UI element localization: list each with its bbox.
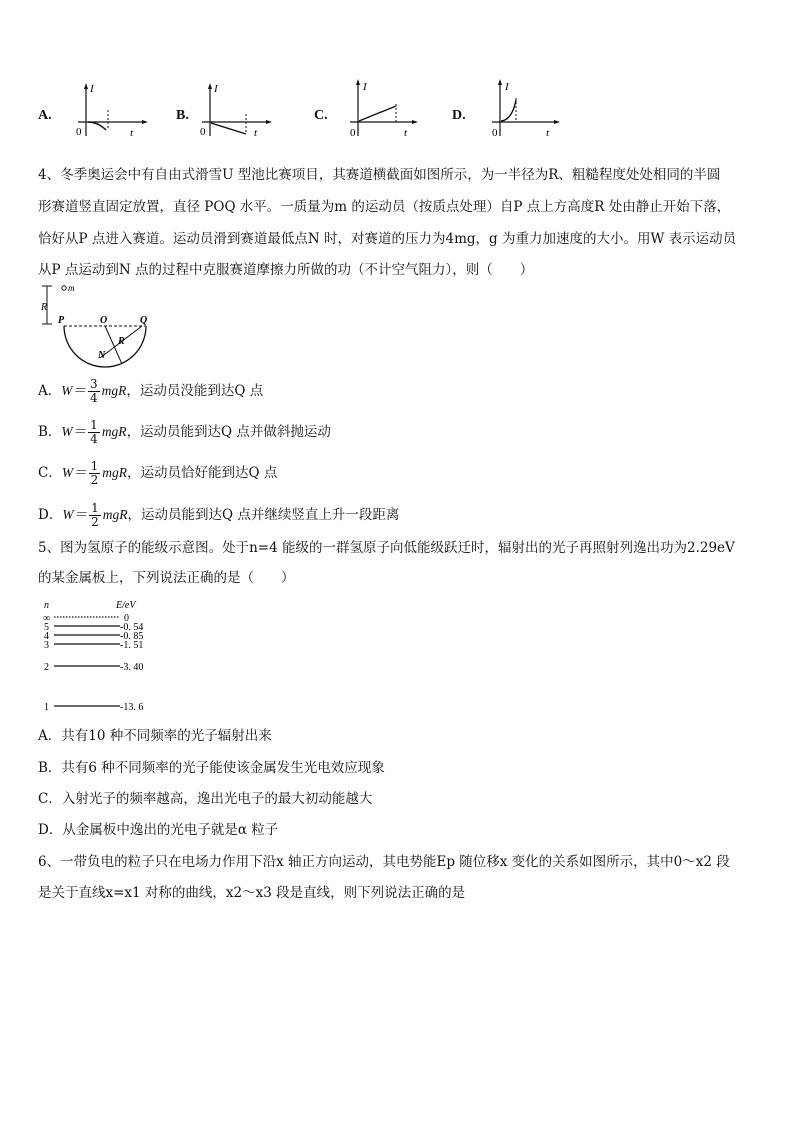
q4-option-b-mgr: mgR — [101, 424, 127, 439]
q4-option-a-w: W＝ — [61, 383, 86, 398]
q4-option-c-text: ，运动员恰好能到达Q 点 — [126, 465, 278, 481]
q4-option-d-fraction: $\frac{1}{2}$ — [91, 501, 99, 529]
q4-fig-label-n: N — [98, 350, 106, 361]
q5-level-e-1: -13. 6 — [120, 702, 144, 713]
q5-diagram-e-label: E/eV — [116, 600, 136, 611]
q4-option-c-w: W＝ — [61, 465, 87, 480]
q5-level-n-inf: ∞ — [43, 613, 51, 624]
q4-option-a[interactable] — [38, 378, 263, 405]
q4-option-b-letter: B． — [38, 424, 62, 440]
graph-a-axis-i: I — [90, 83, 94, 95]
q4-option-d-letter: D． — [38, 507, 63, 523]
graph-option-b — [198, 80, 278, 142]
q5-level-e-5: -0. 54 — [120, 622, 144, 633]
q4-line-2: 形赛道竖直固定放置，直径 POQ 水平。一质量为m 的运动员（按质点处理）自P 点上方高度R 处由静止开始下落， — [38, 199, 731, 215]
q4-option-c-mgr: mgR — [102, 465, 127, 480]
q4-option-a-mgr: mgR — [101, 383, 127, 398]
q4-option-b-fraction: $\frac{1}{4}$ — [90, 418, 98, 446]
graph-c-axis-t: t — [404, 127, 408, 139]
graph-option-c-letter: C. — [314, 108, 328, 123]
graph-option-d — [486, 76, 566, 142]
q6-line-2: 是关于直线x=x1 对称的曲线，x2～x3 段是直线，则下列说法正确的是 — [38, 885, 466, 901]
q4-fig-label-r-height: R — [41, 302, 48, 313]
q5-level-n-4: 4 — [44, 631, 49, 642]
q5-option-d-text: 从金属板中逸出的光电子就是α 粒子 — [62, 822, 279, 838]
graph-c-origin: 0 — [350, 127, 356, 139]
q4-fig-label-o: O — [100, 315, 108, 326]
q5-option-c-text: 入射光子的频率越高，逸出光电子的最大初动能越大 — [61, 791, 373, 807]
graph-d-origin: 0 — [492, 127, 498, 139]
q5-option-a[interactable] — [38, 726, 272, 746]
q5-option-b-letter: B． — [38, 760, 62, 776]
q4-fig-label-p: P — [58, 315, 65, 326]
q4-line-3: 恰好从P 点进入赛道。运动员滑到赛道最低点N 时，对赛道的压力为4mg，g 为重力加速度的大小。用W 表示运动员 — [38, 231, 737, 247]
graph-d-axis-i: I — [505, 81, 509, 93]
graph-option-c — [344, 76, 424, 142]
q4-option-c-letter: C． — [38, 465, 62, 481]
q5-diagram-n-label: n — [44, 600, 49, 611]
q4-option-a-letter: A． — [38, 383, 62, 399]
q4-line-4: 从P 点运动到N 点的过程中克服赛道摩擦力所做的功（不计空气阻力），则（ ） — [38, 262, 534, 278]
q4-option-c[interactable] — [38, 460, 277, 487]
q5-option-b[interactable] — [38, 758, 385, 778]
q4-option-c-fraction: $\frac{1}{2}$ — [90, 459, 99, 487]
q5-level-n-5: 5 — [44, 622, 49, 633]
q5-level-e-inf: 0 — [124, 613, 129, 624]
q5-line-1: 5、图为氢原子的能级示意图。处于n=4 能级的一群氢原子向低能级跃迁时，辐射出的光子再照射列逸出功为2.29eV — [38, 540, 735, 556]
graph-option-b-letter: B. — [176, 108, 189, 123]
graph-d-axis-t: t — [546, 127, 550, 139]
q4-option-d-w: W＝ — [62, 507, 88, 522]
graph-b-axis-i: I — [214, 83, 218, 95]
graph-a-origin: 0 — [76, 126, 82, 138]
q5-energy-level-diagram — [40, 598, 180, 716]
graph-options-row — [0, 70, 794, 150]
q5-level-n-1: 1 — [44, 702, 49, 713]
q4-option-b-text: ，运动员能到达Q 点并做斜抛运动 — [126, 424, 331, 440]
q4-option-d-text: ，运动员能到达Q 点并继续竖直上升一段距离 — [127, 507, 400, 523]
graph-option-a — [74, 80, 154, 142]
q5-option-d-letter: D． — [38, 822, 63, 838]
graph-c-axis-i: I — [363, 81, 367, 93]
q4-option-a-fraction: $\frac{3}{4}$ — [90, 377, 98, 405]
graph-a-axis-t: t — [130, 127, 134, 139]
q4-option-d[interactable] — [38, 502, 399, 529]
q4-fig-label-q: Q — [140, 315, 148, 326]
q4-fig-label-m: m — [68, 283, 75, 293]
q4-option-b-w: W＝ — [61, 424, 87, 439]
q5-option-d[interactable] — [38, 820, 278, 840]
q5-level-e-4: -0. 85 — [120, 631, 144, 642]
q4-figure-halfpipe — [38, 282, 168, 372]
graph-option-a-letter: A. — [38, 108, 52, 123]
q6-line-1: 6、一带负电的粒子只在电场力作用下沿x 轴正方向运动，其电势能Ep 随位移x 变化的关系如图所示，其中0～x2 段 — [38, 854, 730, 870]
q5-level-n-3: 3 — [44, 640, 49, 651]
q4-option-b[interactable] — [38, 419, 331, 446]
q5-option-b-text: 共有6 种不同频率的光子能使该金属发生光电效应现象 — [61, 760, 385, 776]
graph-b-origin: 0 — [200, 126, 206, 138]
q5-option-c-letter: C． — [38, 791, 62, 807]
q4-line-1: 4、冬季奥运会中有自由式滑雪U 型池比赛项目，其赛道横截面如图所示，为一半径为R、粗糙程度处处相同的半圆 — [38, 167, 721, 183]
q4-fig-label-r: R — [118, 336, 125, 347]
q4-option-a-text: ，运动员没能到达Q 点 — [126, 383, 264, 399]
q5-level-e-2: -3. 40 — [120, 662, 144, 673]
q5-line-2: 的某金属板上，下列说法正确的是（ ） — [38, 570, 295, 586]
q4-option-d-mgr: mgR — [102, 507, 128, 522]
q5-option-c[interactable] — [38, 789, 372, 809]
q5-level-n-2: 2 — [44, 662, 49, 673]
graph-b-axis-t: t — [254, 127, 258, 139]
q5-level-e-3: -1. 51 — [120, 640, 144, 651]
q5-option-a-text: 共有10 种不同频率的光子辐射出来 — [61, 728, 272, 744]
q5-option-a-letter: A． — [38, 728, 62, 744]
graph-option-d-letter: D. — [452, 108, 466, 123]
